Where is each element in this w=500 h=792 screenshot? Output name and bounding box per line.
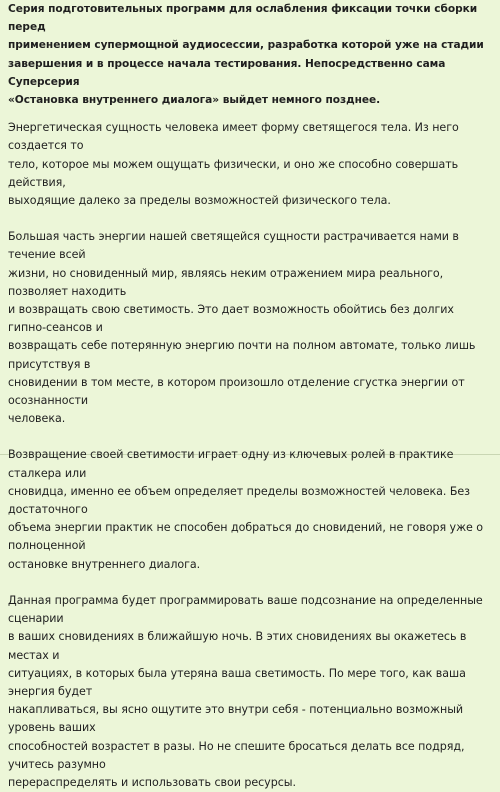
paragraph-energy-essence: Энергетическая сущность человека имеет форму светящегося тела. Из него создается то тело, которое мы можем ощущать физически, и оно же способно совершать действия, выходящие далеко за пределы возможностей физического тела. bbox=[8, 121, 459, 208]
paragraph-program-description: Данная программа будет программировать ваше подсознание на определенные сценарии в ваших сновидениях в ближайшую ночь. В этих сновидениях вы окажетесь в местах и ситуациях, в которых была утеряна ваша светимость. По мере того, как ваша энергия будет накапливаться, вы ясно ощутите это внутри себя - потенциально возможный уровень ваших способностей возрастет в разы. Но не спешите бросаться делать все подряд, учитесь разумно перераспределять и использовать свои ресурсы. bbox=[8, 593, 483, 789]
paragraph-spacer bbox=[8, 574, 492, 592]
paragraph-luminosity-return: Возвращение своей светимости играет одну из ключевых ролей в практике сталкера или сновидца, именно ее объем определяет пределы возможностей человека. Без достаточного объема энергии практик не способен добраться до сновидений, не говоря уже о полноценной остановке внутреннего диалога. bbox=[8, 448, 484, 571]
paragraph-spacer bbox=[8, 210, 492, 228]
paragraph-spacer bbox=[8, 428, 492, 446]
paragraph-spacer bbox=[8, 109, 492, 119]
paragraph-energy-loss: Большая часть энергии нашей светящейся сущности растрачивается нами в течение всей жизни, но сновиденный мир, являясь неким отражением мира реального, позволяет находить и возвращать свою светимость. Это дает возможность обойтись без долгих гипно-сеансов и возвращать себе потерянную энергию почти на полном автомате, только лишь присутствуя в сновидении в том месте, в котором произошло отделение сгустка энергии от осознанности человека. bbox=[8, 230, 476, 426]
intro-paragraph: Серия подготовительных программ для ослабления фиксации точки сборки перед применением супермощной аудиосессии, разработка которой уже на стадии завершения и в процессе начала тестирования. Непосредственно сама Суперсерия «Остановка внутреннего диалога» выйдет немного позднее. bbox=[8, 3, 484, 107]
